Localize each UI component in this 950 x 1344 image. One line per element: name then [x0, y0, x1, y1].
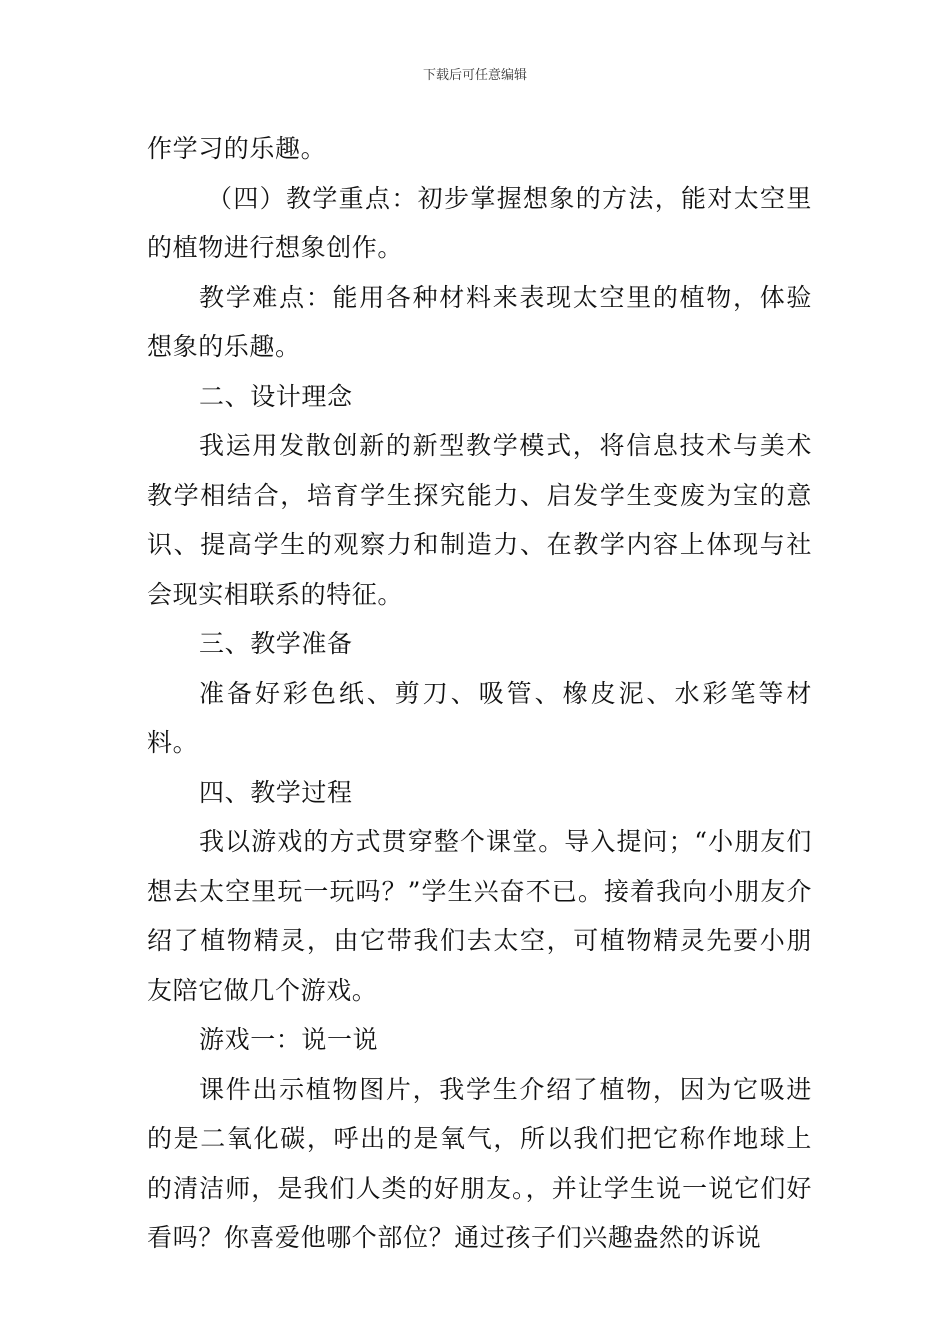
heading-teaching-process: 四、教学过程: [199, 777, 353, 807]
paragraph-game-one: 课件出示植物图片，我学生介绍了植物，因为它吸进的是二氧化碳，呼出的是氧气，所以我们把它称作地球上的清洁师，是我们人类的好朋友。，并让学生说一说它们好看吗？你喜爱他哪个部位？通过孩子们兴趣盎然的诉说: [147, 1074, 812, 1252]
paragraph-continuation: 作学习的乐趣。: [147, 134, 327, 163]
heading-design-concept: 二、设计理念: [199, 381, 353, 411]
paragraph-teaching-focus: （四）教学重点：初步掌握想象的方法，能对太空里的植物进行想象创作。: [147, 183, 812, 262]
heading-game-one: 游戏一：说一说: [199, 1025, 379, 1054]
paragraph-teaching-preparation: 准备好彩色纸、剪刀、吸管、橡皮泥、水彩笔等材料。: [147, 678, 812, 757]
heading-teaching-preparation: 三、教学准备: [199, 629, 353, 658]
page-header: 下载后可任意编辑: [422, 68, 527, 83]
paragraph-teaching-process: 我以游戏的方式贯穿整个课堂。导入提问；“小朋友们想去太空里玩一玩吗？”学生兴奋不已。接着我向小朋友介绍了植物精灵，由它带我们去太空，可植物精灵先要小朋友陪它做几个游戏。: [147, 827, 812, 1005]
document-body: [147, 124, 812, 1263]
paragraph-design-concept: 我运用发散创新的新型教学模式，将信息技术与美术教学相结合，培育学生探究能力、启发学生变废为宝的意识、提高学生的观察力和制造力、在教学内容上体现与社会现实相联系的特征。: [147, 431, 812, 609]
paragraph-teaching-difficulty: 教学难点：能用各种材料来表现太空里的植物，体验想象的乐趣。: [147, 282, 812, 361]
